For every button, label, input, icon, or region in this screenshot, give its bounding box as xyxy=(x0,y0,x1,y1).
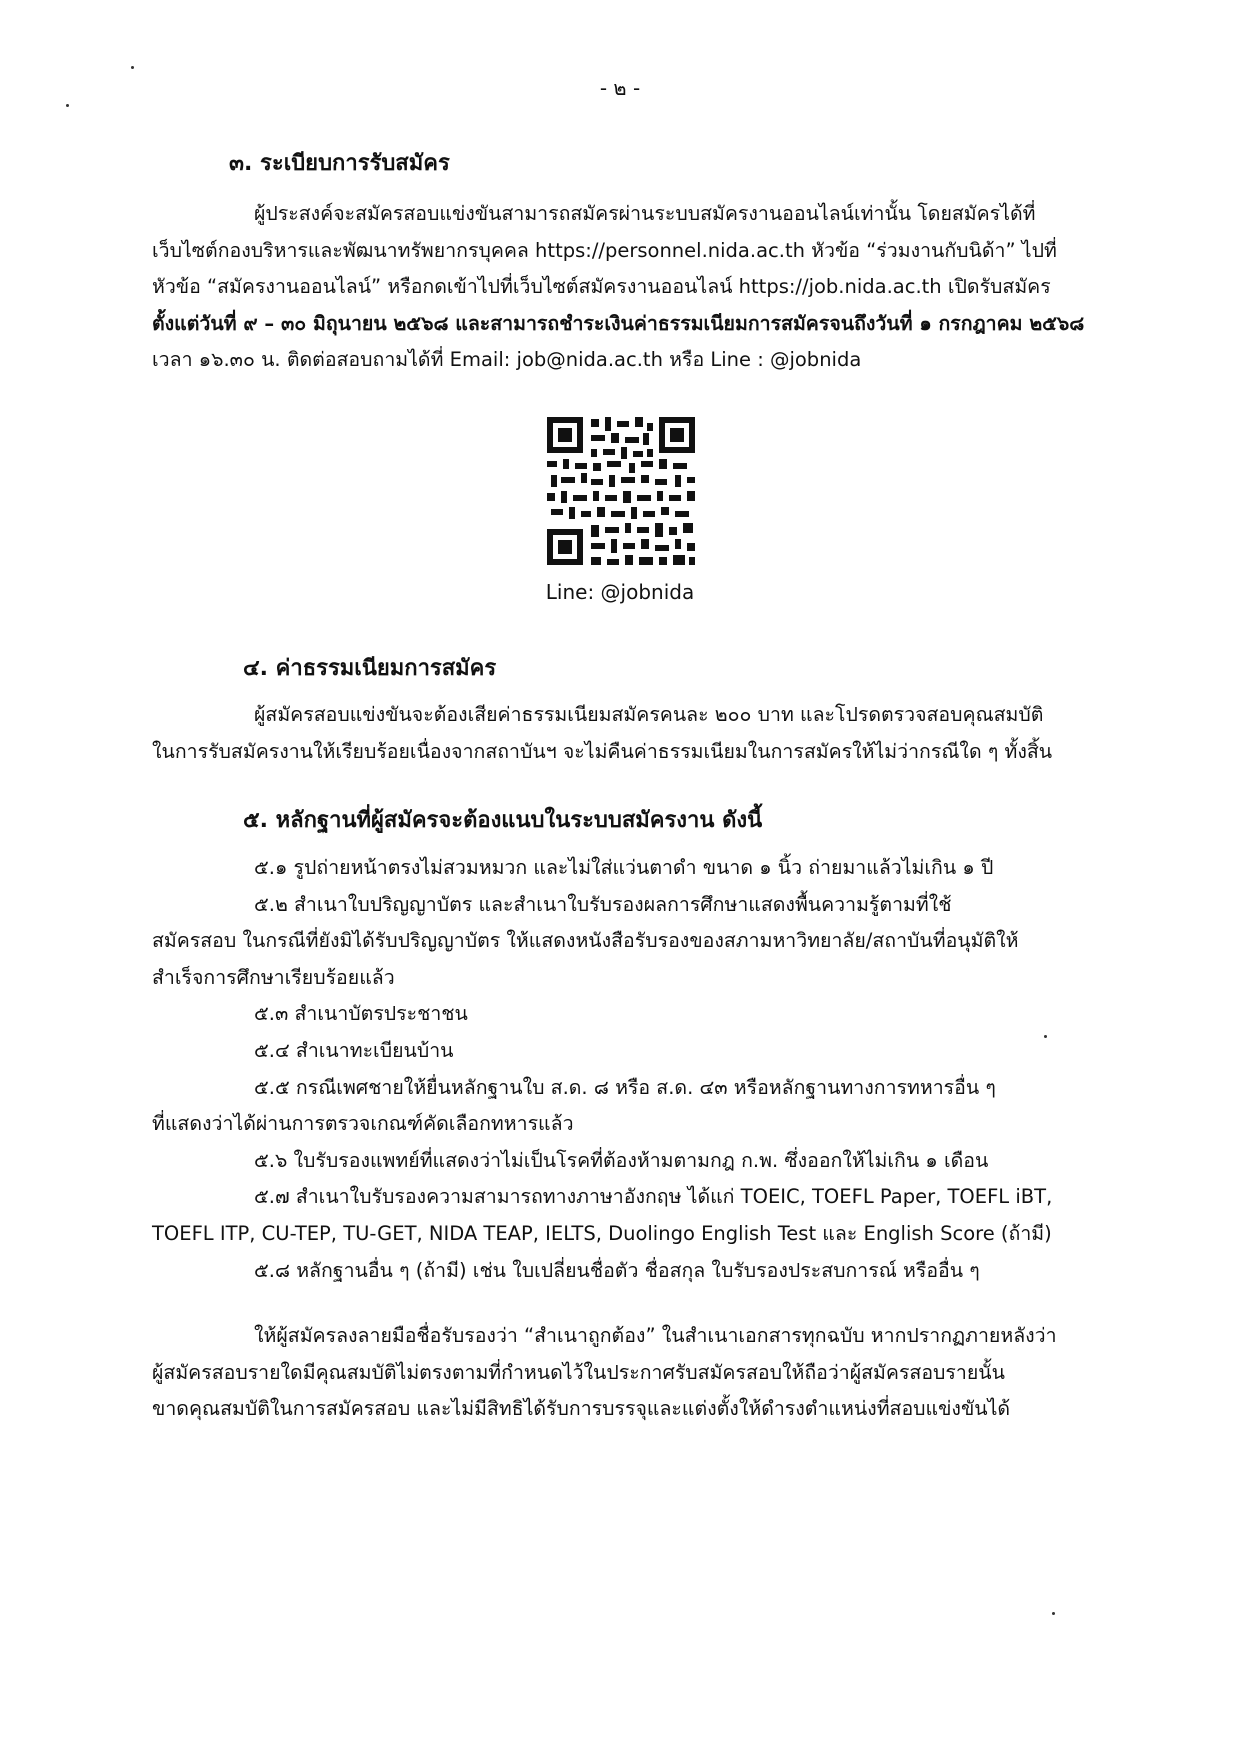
section-5-item-2-cont: สมัครสอบ ในกรณีที่ยังมิได้รับปริญญาบัตร ให้แสดงหนังสือรับรองของสภามหาวิทยาลัย/สถาบันที่อนุมัติให้ xyxy=(152,929,1019,953)
section-5-body xyxy=(152,850,1092,1289)
closing-line-1: ให้ผู้สมัครลงลายมือชื่อรับรองว่า “สำเนาถูกต้อง” ในสำเนาเอกสารทุกฉบับ หากปรากฏภายหลังว่า xyxy=(254,1324,1057,1347)
scan-speck xyxy=(1052,1612,1055,1615)
section-5-item-6: ๕.๖ ใบรับรองแพทย์ที่แสดงว่าไม่เป็นโรคที่ต้องห้ามตามกฎ ก.พ. ซึ่งออกให้ไม่เกิน ๑ เดือน xyxy=(254,1148,989,1172)
section-5-item-7-cont: TOEFL ITP, CU-TEP, TU-GET, NIDA TEAP, IELTS, Duolingo English Test และ English Score (ถ้ามี) xyxy=(152,1221,1052,1245)
line-qr-code xyxy=(547,417,695,565)
section-5-item-4: ๕.๔ สำเนาทะเบียนบ้าน xyxy=(254,1038,454,1062)
section-5-item-5: ๕.๕ กรณีเพศชายให้ยื่นหลักฐานใบ ส.ด. ๘ หรือ ส.ด. ๔๓ หรือหลักฐานทางการทหารอื่น ๆ xyxy=(254,1075,996,1099)
page-number: - ๒ - xyxy=(599,76,641,100)
section-3-line-3: หัวข้อ “สมัครงานออนไลน์” หรือกดเข้าไปที่เว็บไซต์สมัครงานออนไลน์ https://job.nida.ac.th เปิดรับสมัคร xyxy=(152,275,1051,299)
section-5-item-3: ๕.๓ สำเนาบัตรประชาชน xyxy=(254,1002,468,1026)
closing-line-2: ผู้สมัครสอบรายใดมีคุณสมบัติไม่ตรงตามที่กำหนดไว้ในประกาศรับสมัครสอบให้ถือว่าผู้สมัครสอบรายนั้น xyxy=(152,1360,1005,1384)
section-3-line-5: เวลา ๑๖.๓๐ น. ติดต่อสอบถามได้ที่ Email: job@nida.ac.th หรือ Line : @jobnida xyxy=(152,348,862,372)
section-5-item-5-cont: ที่แสดงว่าได้ผ่านการตรวจเกณฑ์คัดเลือกทหารแล้ว xyxy=(152,1112,574,1136)
scan-speck xyxy=(1044,1035,1047,1038)
section-5-heading: ๕. หลักฐานที่ผู้สมัครจะต้องแนบในระบบสมัครงาน ดังนี้ xyxy=(243,808,763,833)
section-3-line-2: เว็บไซต์กองบริหารและพัฒนาทรัพยากรบุคคล https://personnel.nida.ac.th หัวข้อ “ร่วมงานกับนิด้า” ไปที่ xyxy=(152,238,1057,262)
section-4-body xyxy=(152,697,1092,770)
section-5-item-1: ๕.๑ รูปถ่ายหน้าตรงไม่สวมหมวก และไม่ใส่แว่นตาดำ ขนาด ๑ นิ้ว ถ่ายมาแล้วไม่เกิน ๑ ปี xyxy=(254,856,994,879)
section-4-line-1: ผู้สมัครสอบแข่งขันจะต้องเสียค่าธรรมเนียมสมัครคนละ ๒๐๐ บาท และโปรดตรวจสอบคุณสมบัติ xyxy=(254,703,1044,726)
closing-paragraph xyxy=(152,1318,1092,1428)
closing-line-3: ขาดคุณสมบัติในการสมัครสอบ และไม่มีสิทธิได้รับการบรรจุและแต่งตั้งให้ดำรงตำแหน่งที่สอบแข่งขันได้ xyxy=(152,1397,1011,1421)
section-3-line-1: ผู้ประสงค์จะสมัครสอบแข่งขันสามารถสมัครผ่านระบบสมัครงานออนไลน์เท่านั้น โดยสมัครได้ที่ xyxy=(254,202,1036,225)
section-3-body xyxy=(152,196,1092,379)
section-4-line-2: ในการรับสมัครงานให้เรียบร้อยเนื่องจากสถาบันฯ จะไม่คืนค่าธรรมเนียมในการสมัครให้ไม่ว่ากรณีใด ๆ ทั้งสิ้น xyxy=(152,739,1053,763)
scan-speck xyxy=(66,104,69,107)
section-3-line-4: ตั้งแต่วันที่ ๙ – ๓๐ มิถุนายน ๒๕๖๘ และสามารถชำระเงินค่าธรรมเนียมการสมัครจนถึงวันที่ ๑ กรกฎาคม ๒๕๖๘ xyxy=(152,311,1085,335)
section-4-heading: ๔. ค่าธรรมเนียมการสมัคร xyxy=(243,656,497,681)
section-5-item-2-cont: สำเร็จการศึกษาเรียบร้อยแล้ว xyxy=(152,965,395,989)
scan-speck xyxy=(131,66,134,69)
section-5-item-7: ๕.๗ สำเนาใบรับรองความสามารถทางภาษาอังกฤษ ได้แก่ TOEIC, TOEFL Paper, TOEFL iBT, xyxy=(254,1185,1053,1209)
section-5-item-2: ๕.๒ สำเนาใบปริญญาบัตร และสำเนาใบรับรองผลการศึกษาแสดงพื้นความรู้ตามที่ใช้ xyxy=(254,892,952,916)
section-3-heading: ๓. ระเบียบการรับสมัคร xyxy=(229,151,450,176)
qr-caption: Line: @jobnida xyxy=(545,580,695,604)
section-5-item-8: ๕.๘ หลักฐานอื่น ๆ (ถ้ามี) เช่น ใบเปลี่ยนชื่อตัว ชื่อสกุล ใบรับรองประสบการณ์ หรืออื่น ๆ xyxy=(254,1258,980,1282)
